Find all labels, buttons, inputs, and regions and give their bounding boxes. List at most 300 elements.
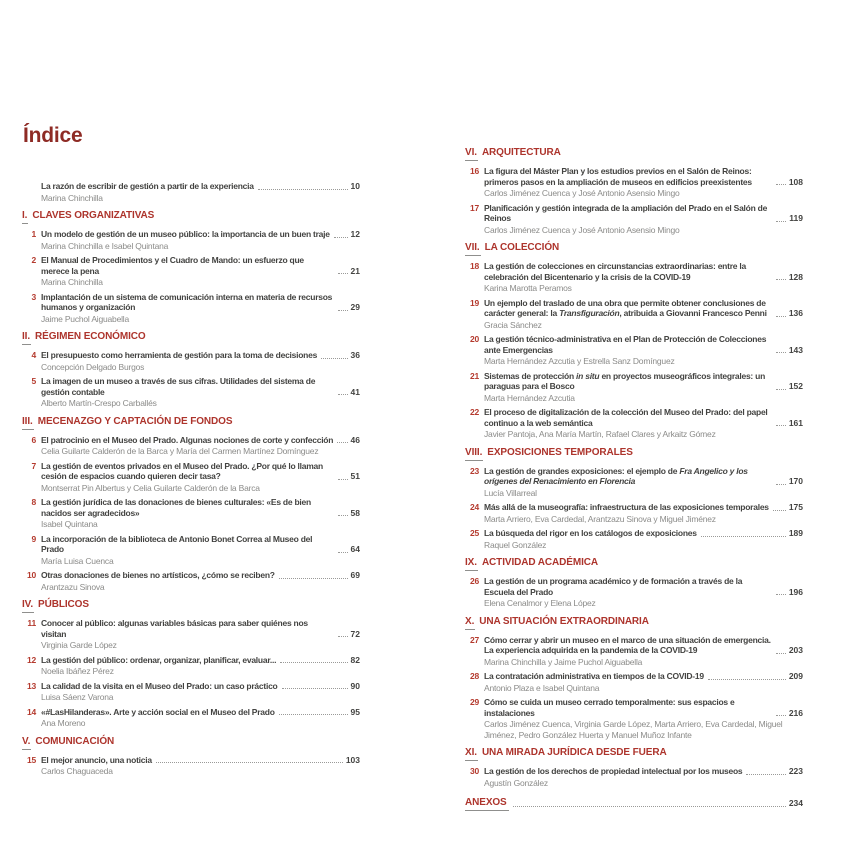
entry-title-line (41, 570, 360, 581)
entry-body (484, 635, 803, 668)
entry-authors: Concepción Delgado Burgos (41, 361, 145, 372)
toc-entry (465, 671, 803, 693)
entry-title-segment: La gestión de colecciones en circunstancias extraordinarias: entre la celebración del Bicentenario y la crisis de la COVID-19 (484, 261, 746, 282)
entry-title-line (484, 203, 803, 224)
entry-page-number: 119 (789, 213, 803, 223)
dotted-leader (776, 594, 786, 595)
entry-authors: Alberto Martín-Crespo Carballés (41, 398, 157, 408)
toc-entry (465, 502, 803, 524)
entry-title-line (41, 181, 360, 192)
entry-number: 17 (469, 202, 479, 213)
entry-title-line (41, 292, 360, 313)
entry-page-number: 203 (788, 645, 803, 655)
entry-number: 5 (31, 376, 36, 386)
entry-page-number: 143 (788, 344, 803, 355)
entry-authors: Luisa Sáenz Varona (41, 692, 114, 702)
section-header (22, 331, 360, 345)
entry-number: 15 (26, 754, 36, 765)
entry-authors: Gracia Sánchez (484, 319, 542, 330)
toc-entry (22, 350, 360, 372)
toc-entry (465, 528, 803, 550)
entry-authors: Javier Pantoja, Ana María Martín, Rafael Clares y Arkaitz Gómez (484, 429, 716, 439)
entry-page-number: 108 (788, 176, 803, 187)
section-header (465, 147, 803, 161)
dotted-leader (776, 425, 786, 426)
entry-title-line (41, 618, 360, 639)
entry-title-segment: El mejor anuncio, una noticia (41, 754, 152, 765)
entry-title (41, 181, 254, 192)
entry-body (41, 497, 360, 530)
dotted-leader (156, 762, 343, 763)
entry-body (484, 502, 803, 524)
section-label: CLAVES ORGANIZATIVAS (32, 210, 155, 221)
entry-authors: Virginia Garde López (41, 640, 117, 650)
section-numeral: XI. (465, 747, 478, 761)
section-header (22, 599, 360, 613)
entry-title-line (484, 166, 803, 187)
dotted-leader (337, 442, 347, 443)
dotted-leader (776, 221, 786, 222)
entry-page-number: 170 (788, 476, 803, 486)
entry-authors: Ana Moreno (41, 718, 86, 728)
entry-title (484, 203, 772, 224)
entry-title-segment: La incorporación de la biblioteca de Antonio Bonet Correa al Museo del Prado (41, 533, 313, 554)
entry-title (41, 618, 334, 639)
entry-body (41, 755, 360, 777)
entry-title (484, 697, 772, 718)
entry-number: 30 (469, 766, 479, 776)
toc-column-left (22, 181, 360, 781)
section-label: COMUNICACIÓN (35, 735, 115, 747)
entry-title-line (41, 461, 360, 482)
entry-title (41, 229, 330, 240)
entry-title (41, 570, 275, 581)
entry-title (484, 298, 772, 319)
entry-title-line (41, 681, 360, 692)
toc-section (465, 747, 803, 788)
entry-number: 16 (469, 166, 479, 176)
entry-page-number: 82 (350, 654, 360, 665)
entry-title-segment: La calidad de la visita en el Museo del Prado: un caso práctico (41, 680, 278, 691)
entry-authors: Carlos Chaguaceda (41, 766, 113, 776)
section-label: ARQUITECTURA (481, 147, 561, 158)
entry-title-segment: El presupuesto como herramienta de gestión para la toma de decisiones (41, 350, 318, 360)
entry-authors: Marta Arriero, Eva Cardedal, Arantzazu Sinova y Miguel Jiménez (484, 513, 716, 524)
toc-section (22, 331, 360, 409)
toc-section (465, 242, 803, 440)
toc-entry (22, 229, 360, 251)
entry-page-number: 46 (350, 434, 360, 445)
entry-authors: Karina Marotta Peramos (484, 283, 572, 293)
section-numeral: I. (22, 210, 28, 224)
entry-title (41, 681, 278, 692)
entry-page-number: 189 (788, 528, 803, 538)
entry-title-segment: Conocer al público: algunas variables básicas para saber quiénes nos visitan (41, 618, 308, 639)
dotted-leader (773, 510, 786, 511)
entry-title-line (484, 466, 803, 487)
dotted-leader (279, 714, 348, 715)
dotted-leader (338, 310, 348, 311)
entry-title (41, 435, 333, 446)
entry-number: 19 (469, 297, 479, 308)
dotted-leader (338, 515, 348, 516)
entry-number: 4 (31, 350, 36, 360)
section-numeral: IX. (465, 557, 478, 571)
toc-entry (465, 371, 803, 404)
entry-number: 26 (469, 576, 479, 586)
entry-number: 9 (31, 533, 36, 544)
entry-number: 23 (469, 465, 479, 476)
dotted-leader (776, 184, 786, 185)
entry-number: 13 (26, 680, 36, 691)
dotted-leader (279, 578, 348, 579)
toc-entry (22, 255, 360, 288)
entry-body (41, 534, 360, 567)
entry-title-segment: en proyectos museográficos integrales: un paraguas para el Bosco (484, 370, 766, 391)
entry-page-number: 196 (788, 586, 803, 597)
entry-body (41, 681, 360, 703)
dotted-leader (746, 774, 785, 775)
dotted-leader (258, 189, 348, 190)
entry-title-line (484, 766, 803, 777)
toc-entry (22, 435, 360, 457)
entry-title (484, 671, 704, 682)
entry-title-line (41, 376, 360, 397)
section-header (22, 210, 360, 224)
section-numeral: III. (22, 416, 34, 430)
entry-title-line (484, 334, 803, 355)
entry-title (41, 755, 152, 766)
entry-title-segment: La gestión de eventos privados en el Museo del Prado. ¿Por qué lo llaman cesión de espacios cuando quieren decir tasa? (41, 460, 323, 481)
toc-section (465, 557, 803, 609)
entry-body (41, 350, 360, 372)
section-label: ACTIVIDAD ACADÉMICA (481, 557, 598, 568)
section-header (22, 416, 360, 430)
entry-page-number: 58 (350, 507, 360, 518)
entry-title (484, 407, 772, 428)
entry-title-segment: Sistemas de protección (484, 370, 577, 381)
entry-title (484, 528, 697, 539)
entry-title-segment: Un modelo de gestión de un museo público: la importancia de un buen traje (41, 229, 330, 239)
entry-title (41, 534, 334, 555)
entry-title-line (484, 576, 803, 597)
entry-title-segment: Planificación y gestión integrada de la ampliación del Prado en el Salón de Reinos (484, 202, 768, 223)
entry-authors: Arantzazu Sinova (41, 581, 105, 592)
section-header (465, 557, 803, 571)
entry-authors: Marina Chinchilla e Isabel Quintana (41, 240, 169, 251)
entry-authors: Marina Chinchilla (41, 277, 103, 287)
entry-title (484, 371, 772, 392)
toc-entry (465, 166, 803, 199)
entry-number: 8 (31, 497, 36, 507)
dotted-leader (776, 352, 786, 353)
entry-body (484, 671, 803, 693)
entry-number: 11 (27, 618, 36, 628)
section-numeral: II. (22, 331, 31, 345)
toc-entry (22, 292, 360, 325)
entry-number: 24 (469, 502, 479, 512)
entry-body (41, 181, 360, 203)
entry-body (484, 466, 803, 499)
dotted-leader (282, 688, 348, 689)
toc-section (465, 616, 803, 741)
toc-entry (465, 334, 803, 367)
entry-title-segment: Implantación de un sistema de comunicación interna en materia de recursos humanos y organización (41, 291, 333, 312)
dotted-leader (334, 237, 348, 238)
entry-page-number: 29 (350, 302, 360, 312)
entry-body (41, 461, 360, 494)
toc-entry (22, 655, 360, 677)
toc-section (465, 147, 803, 235)
entry-title-segment: Más allá de la museografía: infraestructura de las exposiciones temporales (484, 502, 769, 512)
section-label: UNA SITUACIÓN EXTRAORDINARIA (479, 615, 649, 627)
entry-title-line (41, 707, 360, 718)
dotted-leader (280, 662, 347, 663)
dotted-leader (776, 316, 786, 317)
entry-body (484, 298, 803, 331)
entry-title-segment: Cómo se cuida un museo cerrado temporalmente: sus espacios e instalaciones (484, 697, 735, 718)
entry-title (484, 261, 772, 282)
entry-title-segment: El proceso de digitalización de la colección del Museo del Prado: del papel continuo a la web semántica (484, 407, 768, 428)
entry-page-number: 10 (350, 181, 360, 191)
entry-title-line (41, 755, 360, 766)
entry-body (41, 655, 360, 677)
toc-entry (22, 681, 360, 703)
toc-entry (465, 766, 803, 788)
entry-title (41, 376, 334, 397)
entry-title-segment: Un ejemplo del traslado de una obra que permite obtener conclusiones de carácter general: la (484, 297, 766, 318)
section-numeral: V. (22, 736, 31, 750)
entry-title-segment: La gestión de un programa académico y de formación a través de la Escuela del Prado (484, 576, 743, 597)
entry-title (484, 166, 772, 187)
entry-number: 12 (26, 654, 36, 665)
entry-authors: Marina Chinchilla y Jaime Puchol Aiguabella (484, 656, 643, 667)
toc-column-right (465, 140, 803, 811)
entry-title (484, 466, 772, 487)
toc-entry (465, 697, 803, 740)
entry-authors: María Luisa Cuenca (41, 555, 114, 566)
section-label: LA COLECCIÓN (484, 242, 560, 253)
toc-entry (465, 466, 803, 499)
entry-title-segment: La razón de escribir de gestión a partir de la experiencia (41, 181, 254, 191)
entry-body (484, 371, 803, 404)
toc-entry (465, 635, 803, 668)
entry-title-line (41, 350, 360, 361)
entry-title-segment: La gestión de grandes exposiciones: el ejemplo de (484, 465, 680, 476)
dotted-leader (776, 715, 786, 716)
toc-section (465, 447, 803, 551)
entry-title-segment: La búsqueda del rigor en los catálogos de exposiciones (484, 528, 697, 538)
section-header (465, 616, 803, 630)
entry-page-number: 51 (350, 471, 360, 481)
toc-section (22, 416, 360, 593)
dotted-leader (338, 273, 348, 274)
entry-title-line (41, 435, 360, 446)
entry-title-line (484, 407, 803, 428)
dotted-leader (338, 552, 348, 553)
anexos-row (465, 797, 803, 811)
entry-title-segment: Cómo cerrar y abrir un museo en el marco de una situación de emergencia. La experiencia adquirida en la pandemia de la COVID-19 (484, 634, 771, 655)
entry-title (41, 497, 334, 518)
entry-title (41, 255, 334, 276)
entry-page-number: 209 (788, 671, 803, 681)
toc-entry (22, 570, 360, 592)
section-header (465, 242, 803, 256)
entry-title-line (41, 655, 360, 666)
entry-authors: Montserrat Pin Albertus y Celia Guilarte Calderón de la Barca (41, 482, 260, 493)
entry-title-italic-segment: Transfiguración (559, 308, 620, 318)
entry-body (484, 334, 803, 367)
entry-title-segment: Otras donaciones de bienes no artísticos, ¿cómo se reciben? (41, 570, 275, 580)
dotted-leader (776, 484, 786, 485)
entry-authors: Carlos Jiménez Cuenca, Virginia Garde López, Marta Arriero, Eva Cardedal, Miguel Jiménez, Pedro González Huerta y Manuel Muñoz Infante (484, 719, 783, 740)
entry-title-line (41, 255, 360, 276)
dotted-leader (776, 653, 786, 654)
entry-number: 21 (469, 370, 479, 381)
entry-body (484, 697, 803, 740)
entry-page-number: 72 (350, 628, 360, 639)
entry-body (484, 407, 803, 440)
entry-body (41, 255, 360, 288)
entry-title (41, 655, 276, 666)
entry-body (484, 261, 803, 294)
entry-title-line (484, 298, 803, 319)
entry-title-segment: «#LasHilanderas». Arte y acción social en el Museo del Prado (41, 706, 275, 717)
entry-number: 10 (26, 570, 36, 580)
entry-authors: Antonio Plaza e Isabel Quintana (484, 682, 600, 693)
anexos-label: ANEXOS (465, 797, 509, 811)
entry-body (41, 435, 360, 457)
entry-authors: Elena Cenalmor y Elena López (484, 598, 596, 608)
entry-body (484, 203, 803, 236)
entry-title-line (484, 261, 803, 282)
entry-number: 14 (26, 706, 36, 717)
section-numeral: VI. (465, 147, 478, 161)
section-numeral: VIII. (465, 447, 483, 461)
entry-page-number: 64 (350, 544, 360, 554)
dotted-leader (708, 679, 786, 680)
section-header (465, 747, 803, 761)
entry-page-number: 36 (350, 350, 360, 360)
entry-title-line (484, 502, 803, 513)
section-label: RÉGIMEN ECONÓMICO (35, 331, 146, 342)
toc-entry (465, 407, 803, 440)
entry-page-number: 21 (350, 265, 360, 276)
toc-entry (465, 203, 803, 236)
entry-page-number: 216 (788, 707, 803, 718)
entry-title-line (484, 371, 803, 392)
section-header (465, 447, 803, 461)
dotted-leader (321, 358, 347, 359)
entry-title-segment: La gestión de los derechos de propiedad intelectual por los museos (484, 766, 743, 776)
entry-title-segment: La imagen de un museo a través de sus cifras. Utilidades del sistema de gestión contable (41, 376, 316, 397)
entry-title-line (41, 229, 360, 240)
entry-title-line (484, 697, 803, 718)
toc-entry (22, 497, 360, 530)
dotted-leader (513, 806, 786, 807)
entry-authors: Noelia Ibáñez Pérez (41, 666, 114, 676)
toc-section (22, 181, 360, 203)
entry-authors: Agustín González (484, 777, 548, 788)
entry-title-italic-segment: Fra Angelico y los orígenes del Renacimiento en Florencia (484, 465, 748, 486)
section-label: PÚBLICOS (38, 599, 89, 610)
entry-title-segment: El patrocinio en el Museo del Prado. Algunas nociones de corte y confección (41, 434, 334, 445)
entry-number: 25 (469, 528, 479, 538)
entry-page-number: 161 (788, 417, 803, 428)
entry-title-segment: La gestión jurídica de las donaciones de bienes culturales: «Es de bien nacidos ser agradecidos» (41, 497, 311, 518)
section-numeral: X. (465, 616, 475, 630)
entry-page-number: 90 (350, 680, 360, 691)
entry-page-number: 136 (788, 308, 803, 318)
entry-title-segment: La contratación administrativa en tiempos de la COVID-19 (484, 671, 704, 681)
entry-page-number: 175 (788, 502, 803, 512)
entry-number: 3 (31, 291, 36, 302)
entry-number: 2 (31, 255, 36, 265)
entry-body (41, 570, 360, 592)
section-label: MECENAZGO Y CAPTACIÓN DE FONDOS (37, 415, 233, 427)
entry-title-segment: , atribuida a Giovanni Francesco Penni (619, 308, 767, 318)
toc-entry (465, 576, 803, 609)
entry-title (41, 350, 317, 361)
dotted-leader (701, 536, 786, 537)
dotted-leader (338, 479, 348, 480)
entry-page-number: 69 (350, 570, 360, 580)
page-title: Índice (23, 124, 83, 147)
entry-page-number: 223 (788, 766, 803, 776)
entry-title-italic-segment: in situ (576, 370, 600, 381)
entry-number: 28 (469, 671, 479, 681)
section-label: EXPOSICIONES TEMPORALES (487, 446, 633, 458)
entry-title-segment: La gestión del público: ordenar, organizar, planificar, evaluar... (41, 654, 277, 665)
dotted-leader (776, 389, 786, 390)
entry-number (22, 181, 36, 203)
toc-entry (465, 298, 803, 331)
entry-authors: Carlos Jiménez Cuenca y José Antonio Asensio Mingo (484, 188, 680, 198)
toc-section (22, 599, 360, 729)
entry-number: 29 (469, 697, 479, 707)
entry-title-line (484, 635, 803, 656)
toc-section (22, 736, 360, 777)
entry-page-number: 12 (350, 229, 360, 239)
toc-entry (465, 261, 803, 294)
toc-section (22, 210, 360, 324)
entry-authors: Celia Guilarte Calderón de la Barca y María del Carmen Martínez Domínguez (41, 446, 319, 456)
section-numeral: IV. (22, 599, 34, 613)
entry-number: 7 (31, 460, 36, 471)
entry-title-segment: La gestión técnico-administrativa en el Plan de Protección de Colecciones ante Emergencias (484, 334, 767, 355)
toc-entry (22, 461, 360, 494)
entry-title-line (41, 534, 360, 555)
entry-authors: Jaime Puchol Aiguabella (41, 313, 130, 324)
entry-page-number: 41 (350, 386, 360, 397)
toc-entry (22, 376, 360, 409)
entry-title (41, 461, 334, 482)
entry-authors: Lucía Villarreal (484, 487, 537, 498)
entry-body (41, 229, 360, 251)
entry-number: 18 (469, 261, 479, 271)
entry-title (41, 707, 275, 718)
entry-body (484, 576, 803, 609)
entry-body (41, 292, 360, 325)
dotted-leader (338, 394, 348, 395)
entry-number: 6 (31, 434, 36, 445)
section-label: UNA MIRADA JURÍDICA DESDE FUERA (481, 747, 667, 758)
entry-body (41, 376, 360, 409)
entry-body (484, 528, 803, 550)
entry-body (484, 766, 803, 788)
entry-authors: Carlos Jiménez Cuenca y José Antonio Asensio Mingo (484, 224, 680, 235)
entry-title-segment: La figura del Máster Plan y los estudios previos en el Salón de Reinos: primeros pasos en la ampliación de museos en edificios preexistentes (484, 166, 752, 187)
